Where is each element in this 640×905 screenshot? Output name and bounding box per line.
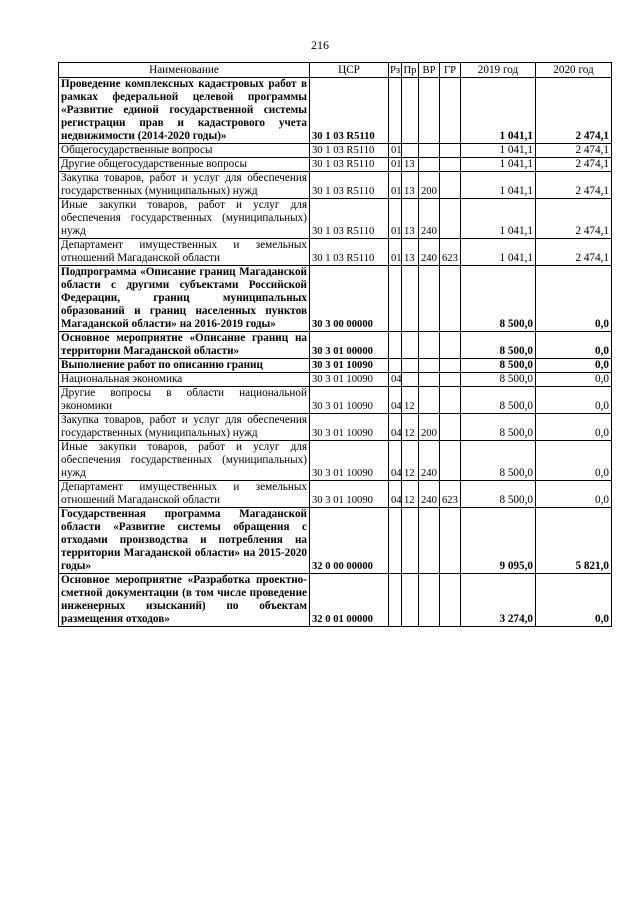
row-pr xyxy=(402,508,419,574)
header-pr: Пр xyxy=(402,63,419,78)
row-csr: 30 3 01 10090 xyxy=(310,387,389,414)
row-2019: 1 041,1 xyxy=(461,199,536,239)
row-pr: 13 xyxy=(402,158,419,172)
row-vr: 200 xyxy=(419,172,440,199)
row-gr xyxy=(440,441,461,481)
row-pr: 12 xyxy=(402,414,419,441)
header-vr: ВР xyxy=(419,63,440,78)
row-rz: 01 xyxy=(389,144,402,158)
row-gr xyxy=(440,508,461,574)
table-row xyxy=(59,266,612,332)
row-2020: 2 474,1 xyxy=(536,172,612,199)
row-vr xyxy=(419,373,440,387)
row-rz xyxy=(389,359,402,373)
row-gr xyxy=(440,199,461,239)
row-csr: 30 3 01 10090 xyxy=(310,359,389,373)
row-name: Общегосударственные вопросы xyxy=(59,144,310,158)
header-name: Наименование xyxy=(59,63,310,78)
row-pr xyxy=(402,78,419,144)
row-name: Иные закупки товаров, работ и услуг для обеспечения государственных (муниципальных) нужд xyxy=(59,441,310,481)
table-row xyxy=(59,574,612,627)
header-rz: Рз xyxy=(389,64,401,76)
table-row xyxy=(59,373,612,387)
row-csr: 30 3 01 10090 xyxy=(310,441,389,481)
row-gr: 623 xyxy=(440,481,461,508)
row-name: Национальная экономика xyxy=(59,373,310,387)
row-gr xyxy=(440,158,461,172)
row-rz: 04 xyxy=(389,441,402,481)
row-name: Основное мероприятие «Описание границ на территории Магаданской области» xyxy=(59,332,310,359)
row-gr xyxy=(440,172,461,199)
row-vr xyxy=(419,332,440,359)
row-2019: 8 500,0 xyxy=(461,414,536,441)
row-csr: 30 1 03 R5110 xyxy=(310,199,389,239)
row-rz: 04 xyxy=(389,373,402,387)
row-2019: 8 500,0 xyxy=(461,387,536,414)
row-csr: 32 0 01 00000 xyxy=(310,574,389,627)
row-2020: 2 474,1 xyxy=(536,199,612,239)
row-name: Выполнение работ по описанию границ xyxy=(59,359,310,373)
row-csr: 30 1 03 R5110 xyxy=(310,144,389,158)
table-row xyxy=(59,481,612,508)
table-row xyxy=(59,144,612,158)
row-gr xyxy=(440,373,461,387)
row-name: Иные закупки товаров, работ и услуг для обеспечения государственных (муниципальных) нужд xyxy=(59,199,310,239)
row-2019: 9 095,0 xyxy=(461,508,536,574)
row-2019: 8 500,0 xyxy=(461,481,536,508)
row-2019: 1 041,1 xyxy=(461,172,536,199)
row-name: Закупка товаров, работ и услуг для обеспечения государственных (муниципальных) нужд xyxy=(59,172,310,199)
table-row xyxy=(59,508,612,574)
row-2020: 0,0 xyxy=(536,481,612,508)
row-2019: 1 041,1 xyxy=(461,158,536,172)
row-vr xyxy=(419,387,440,414)
row-csr: 30 1 03 R5110 xyxy=(310,172,389,199)
row-2020: 0,0 xyxy=(536,387,612,414)
row-name: Подпрограмма «Описание границ Магаданской области с другими субъектами Российской Федерации, границ муниципальных образований и границ населенных пунктов Магаданской области» на 2016-2019 годы» xyxy=(59,266,310,332)
row-pr xyxy=(402,373,419,387)
row-csr: 30 3 01 10090 xyxy=(310,481,389,508)
row-name: Проведение комплексных кадастровых работ в рамках федеральной целевой программы «Развитие единой государственной системы регистрации прав и кадастрового учета недвижимости (2014-2020 годы)» xyxy=(59,78,310,144)
row-vr: 240 xyxy=(419,239,440,266)
row-rz: 04 xyxy=(389,414,402,441)
row-pr: 13 xyxy=(402,172,419,199)
row-csr: 30 3 00 00000 xyxy=(310,266,389,332)
row-2019: 1 041,1 xyxy=(461,144,536,158)
row-2019: 8 500,0 xyxy=(461,441,536,481)
row-vr: 240 xyxy=(419,441,440,481)
row-2020: 0,0 xyxy=(536,441,612,481)
row-name: Другие общегосударственные вопросы xyxy=(59,158,310,172)
row-vr xyxy=(419,78,440,144)
row-2019: 3 274,0 xyxy=(461,574,536,627)
row-pr: 13 xyxy=(402,199,419,239)
row-gr xyxy=(440,144,461,158)
row-name: Основное мероприятие «Разработка проектно-сметной документации (в том числе проведение инженерных изысканий) по объектам размещения отходов» xyxy=(59,574,310,627)
table-row xyxy=(59,78,612,144)
row-2019: 8 500,0 xyxy=(461,373,536,387)
row-2020: 2 474,1 xyxy=(536,144,612,158)
header-gr: ГР xyxy=(440,63,461,78)
table-row xyxy=(59,332,612,359)
row-name: Государственная программа Магаданской области «Развитие системы обращения с отходами производства и потребления на территории Магаданской области» на 2015-2020 годы» xyxy=(59,508,310,574)
row-pr: 12 xyxy=(402,441,419,481)
row-rz xyxy=(389,574,402,627)
row-pr: 13 xyxy=(402,239,419,266)
row-vr xyxy=(419,144,440,158)
row-vr: 240 xyxy=(419,481,440,508)
page-number: 216 xyxy=(311,38,329,52)
row-gr xyxy=(440,574,461,627)
row-gr: 623 xyxy=(440,239,461,266)
row-vr xyxy=(419,158,440,172)
row-csr: 30 3 01 10090 xyxy=(310,373,389,387)
row-2019: 8 500,0 xyxy=(461,332,536,359)
row-pr xyxy=(402,266,419,332)
row-rz: 01 xyxy=(389,239,402,266)
row-csr: 30 3 01 00000 xyxy=(310,332,389,359)
header-2019: 2019 год xyxy=(461,63,536,78)
row-gr xyxy=(440,414,461,441)
row-2020: 0,0 xyxy=(536,332,612,359)
row-vr xyxy=(419,266,440,332)
header-csr: ЦСР xyxy=(310,63,389,78)
table-row xyxy=(59,359,612,373)
row-name: Другие вопросы в области национальной экономики xyxy=(59,387,310,414)
row-pr xyxy=(402,359,419,373)
row-vr: 200 xyxy=(419,414,440,441)
row-gr xyxy=(440,332,461,359)
row-csr: 30 1 03 R5110 xyxy=(310,239,389,266)
budget-table xyxy=(58,62,612,627)
row-rz xyxy=(389,332,402,359)
row-2019: 8 500,0 xyxy=(461,359,536,373)
row-rz xyxy=(389,508,402,574)
row-rz: 04 xyxy=(389,481,402,508)
row-2019: 1 041,1 xyxy=(461,78,536,144)
row-2020: 2 474,1 xyxy=(536,158,612,172)
row-name: Закупка товаров, работ и услуг для обеспечения государственных (муниципальных) нужд xyxy=(59,414,310,441)
row-vr xyxy=(419,508,440,574)
row-pr xyxy=(402,574,419,627)
row-gr xyxy=(440,78,461,144)
row-gr xyxy=(440,266,461,332)
table-row xyxy=(59,441,612,481)
row-gr xyxy=(440,359,461,373)
table-row xyxy=(59,387,612,414)
row-2020: 5 821,0 xyxy=(536,508,612,574)
row-pr: 12 xyxy=(402,387,419,414)
row-rz xyxy=(389,78,402,144)
row-vr xyxy=(419,359,440,373)
row-2020: 0,0 xyxy=(536,574,612,627)
row-2020: 0,0 xyxy=(536,359,612,373)
row-2019: 8 500,0 xyxy=(461,266,536,332)
table-row xyxy=(59,199,612,239)
row-vr xyxy=(419,574,440,627)
row-csr: 30 1 03 R5110 xyxy=(310,78,389,144)
row-csr: 30 3 01 10090 xyxy=(310,414,389,441)
row-rz: 01 xyxy=(389,158,402,172)
row-2020: 2 474,1 xyxy=(536,78,612,144)
row-name: Департамент имущественных и земельных отношений Магаданской области xyxy=(59,239,310,266)
row-2020: 0,0 xyxy=(536,414,612,441)
row-2020: 0,0 xyxy=(536,373,612,387)
row-pr xyxy=(402,144,419,158)
table-row xyxy=(59,158,612,172)
row-2020: 2 474,1 xyxy=(536,239,612,266)
row-pr xyxy=(402,332,419,359)
row-rz xyxy=(389,266,402,332)
row-name: Департамент имущественных и земельных отношений Магаданской области xyxy=(59,481,310,508)
row-pr: 12 xyxy=(402,481,419,508)
row-gr xyxy=(440,387,461,414)
row-vr: 240 xyxy=(419,199,440,239)
row-2020: 0,0 xyxy=(536,266,612,332)
row-csr: 32 0 00 00000 xyxy=(310,508,389,574)
table-row xyxy=(59,172,612,199)
row-rz: 01 xyxy=(389,172,402,199)
row-rz: 04 xyxy=(389,387,402,414)
header-2020: 2020 год xyxy=(536,63,612,78)
table-row xyxy=(59,414,612,441)
table-row xyxy=(59,239,612,266)
row-2019: 1 041,1 xyxy=(461,239,536,266)
table-header-row xyxy=(59,63,612,78)
row-rz: 01 xyxy=(389,199,402,239)
row-csr: 30 1 03 R5110 xyxy=(310,158,389,172)
